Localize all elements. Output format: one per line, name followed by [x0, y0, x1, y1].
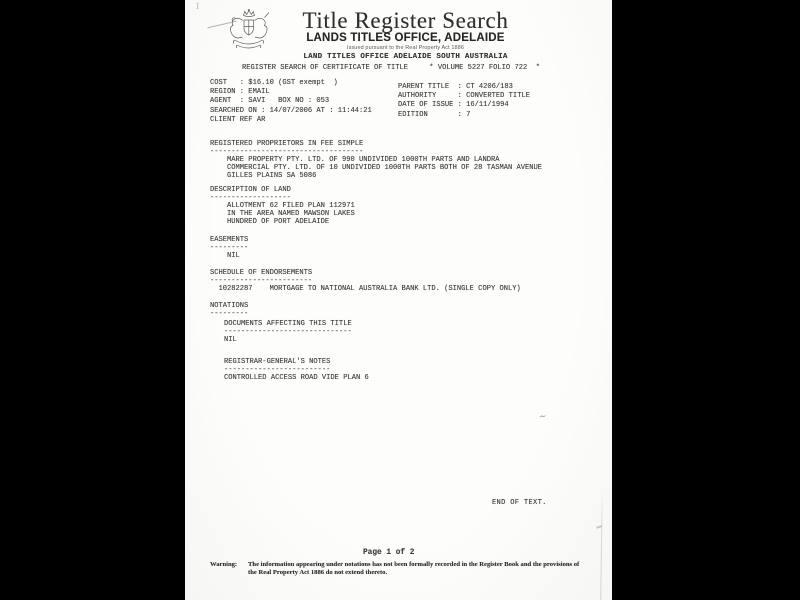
section-heading: REGISTERED PROPRIETORS IN FEE SIMPLE	[210, 140, 364, 148]
section-heading: SCHEDULE OF ENDORSEMENTS	[210, 269, 313, 277]
warning-line-1: The information appearing under notations has not been formally recorded in the Register Book and the provisions of	[248, 561, 580, 568]
section-underline: ---------	[210, 244, 249, 252]
section-underline: ------------------------	[210, 277, 313, 285]
register-search-line: REGISTER SEARCH OF CERTIFICATE OF TITLE * VOLUME 5227 FOLIO 722 *	[242, 64, 540, 72]
section-underline: -------------------------	[224, 366, 331, 374]
end-of-text-marker: END OF TEXT.	[492, 499, 547, 507]
document-header	[192, 10, 619, 62]
meta-searched-on: SEARCHED ON : 14/07/2006 AT : 11:44:21	[210, 106, 372, 115]
section-schedule-of-endorsements	[210, 269, 521, 293]
meta-authority: AUTHORITY : CONVERTED TITLE	[398, 92, 530, 101]
section-line: ALLOTMENT 62 FILED PLAN 112971	[210, 202, 355, 210]
scan-smudge-mark: 1	[194, 0, 201, 13]
meta-client-ref: CLIENT REF AR	[210, 115, 266, 124]
search-meta-left	[210, 79, 372, 125]
section-heading: EASEMENTS	[210, 236, 249, 244]
search-meta-right	[398, 83, 530, 120]
page-fold-shadow	[600, 488, 603, 600]
section-heading: DOCUMENTS AFFECTING THIS TITLE	[224, 320, 352, 328]
issued-pursuant-note: Issued pursuant to the Real Property Act 1886	[346, 45, 464, 51]
section-underline: ------------------------------	[224, 328, 352, 336]
section-line: COMMERCIAL PTY. LTD. OF 10 UNDIVIDED 1000TH PARTS BOTH OF 28 TASMAN AVENUE	[210, 164, 543, 172]
section-heading: REGISTRAR-GENERAL'S NOTES	[224, 358, 331, 366]
section-underline: -------------------	[210, 194, 291, 202]
office-line-2: LAND TITLES OFFICE ADELAIDE SOUTH AUSTRALIA	[303, 52, 508, 61]
section-notations	[210, 302, 248, 318]
meta-parent-title: PARENT TITLE : CT 4206/183	[398, 83, 513, 91]
section-heading: NOTATIONS	[210, 302, 249, 310]
section-line: GILLES PLAINS SA 5086	[210, 172, 317, 180]
section-line: CONTROLLED ACCESS ROAD VIDE PLAN 6	[224, 374, 369, 382]
section-line: NIL	[224, 336, 237, 344]
section-description-of-land	[210, 186, 355, 226]
section-underline: ------------------------------------	[210, 148, 364, 156]
section-registered-proprietors	[210, 140, 542, 180]
warning-label: Warning:	[210, 561, 238, 568]
page-number: Page 1 of 2	[363, 549, 415, 557]
section-line: HUNDRED OF PORT ADELAIDE	[210, 218, 330, 226]
scan-squiggle-mark: ~	[538, 411, 548, 423]
title-register-page	[185, 0, 612, 600]
section-line: NIL	[210, 252, 240, 260]
section-easements	[210, 236, 248, 260]
warning-text	[248, 561, 620, 576]
meta-region: REGION : EMAIL	[210, 88, 270, 97]
subsection-documents-affecting-title	[224, 320, 352, 344]
document-title: Title Register Search	[302, 8, 509, 33]
issuing-office: LANDS TITLES OFFICE, ADELAIDE	[306, 32, 505, 44]
section-heading: DESCRIPTION OF LAND	[210, 186, 291, 194]
warning-line-2: the Real Property Act 1886 do not extend thereto.	[248, 568, 388, 576]
meta-edition: EDITION : 7	[398, 110, 471, 119]
section-underline: ---------	[210, 310, 249, 318]
meta-date-of-issue: DATE OF ISSUE : 16/11/1994	[398, 101, 509, 110]
meta-cost: COST : $16.10 (GST exempt )	[210, 79, 338, 87]
section-line: MARE PROPERTY PTY. LTD. OF 990 UNDIVIDED 1000TH PARTS AND LANDRA	[210, 156, 500, 164]
meta-agent: AGENT : SAVI BOX NO : 053	[210, 97, 330, 106]
section-line: 10282287 MORTGAGE TO NATIONAL AUSTRALIA BANK LTD. (SINGLE COPY ONLY)	[210, 285, 521, 293]
section-line: IN THE AREA NAMED MAWSON LAKES	[210, 210, 355, 218]
subsection-registrar-generals-notes	[224, 358, 369, 382]
